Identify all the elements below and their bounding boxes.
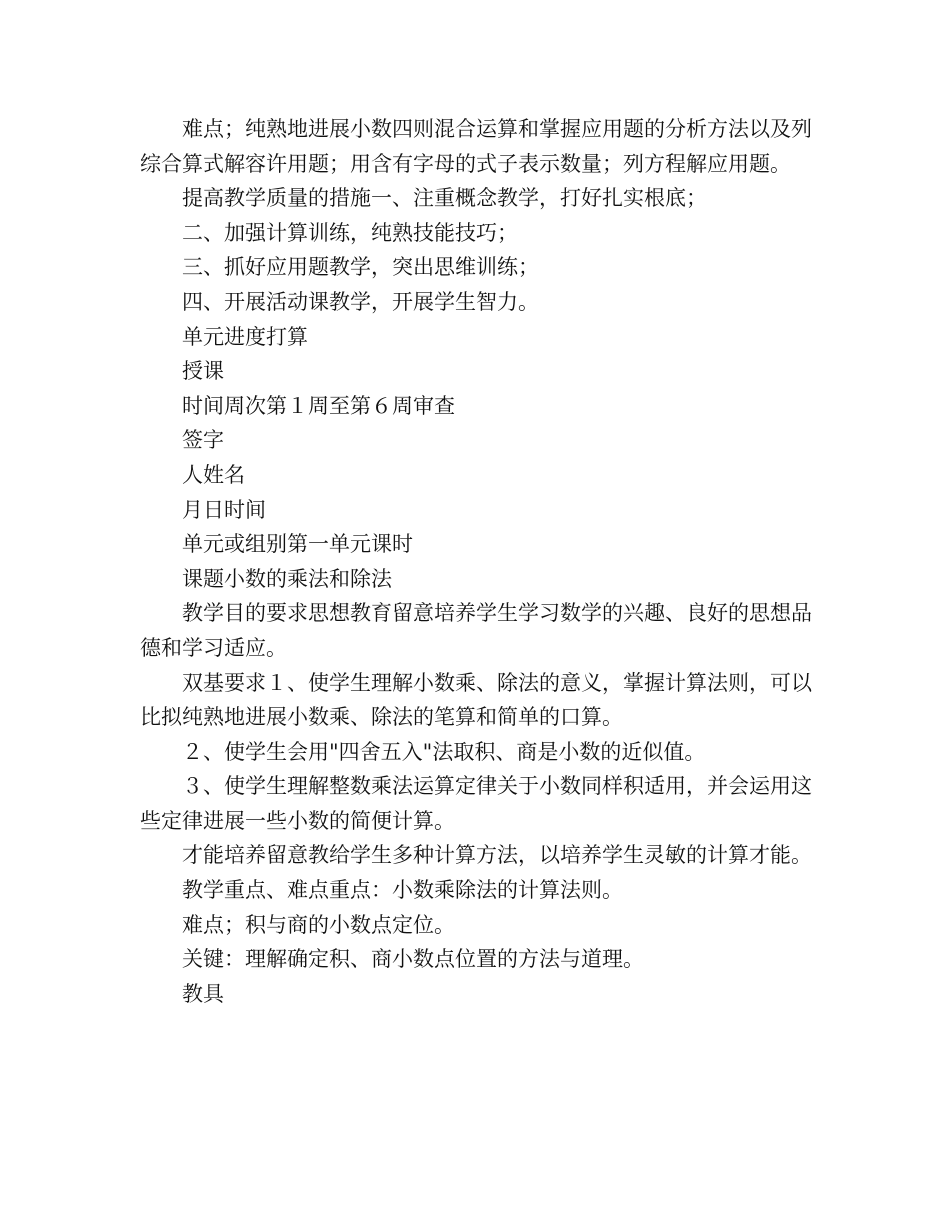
paragraph-unit-group: 单元或组别第一单元课时 (182, 532, 413, 557)
paragraph-unit-plan-heading: 单元进度打算 (182, 324, 308, 349)
paragraph-difficulty: 难点；积与商的小数点定位。 (182, 912, 455, 937)
paragraph-measure-4: 四、开展活动课教学，开展学生智力。 (182, 289, 539, 314)
paragraph-ability: 才能培养留意教给学生多种计算方法，以培养学生灵敏的计算才能。 (182, 843, 812, 868)
paragraph-teaching-aids: 教具 (182, 981, 224, 1006)
paragraph-teaching-goals: 教学目的要求思想教育留意培养学生学习数学的兴趣、良好的思想品德和学习适应。 (140, 601, 812, 660)
paragraph-basic-req-1: 双基要求１、使学生理解小数乘、除法的意义，掌握计算法则，可以比拟纯熟地进展小数乘、除法的笔算和简单的口算。 (140, 670, 812, 730)
paragraph-basic-req-3: ３、使学生理解整数乘法运算定律关于小数同样积适用，并会运用这些定律进展一些小数的简便计算。 (140, 774, 812, 833)
paragraph-date-time: 月日时间 (182, 497, 266, 522)
paragraph-key-points: 教学重点、难点重点：小数乘除法的计算法则。 (182, 878, 623, 903)
paragraph-difficulty-overview: 难点；纯熟地进展小数四则混合运算和掌握应用题的分析方法以及列综合算式解容许用题；用含有字母的式子表示数量；列方程解应用题。 (140, 117, 812, 176)
paragraph-measure-1: 提高教学质量的措施一、注重概念教学，打好扎实根底； (182, 186, 707, 211)
paragraph-measure-2: 二、加强计算训练，纯熟技能技巧； (182, 220, 518, 245)
paragraph-measure-3: 三、抓好应用题教学，突出思维训练； (182, 255, 539, 280)
paragraph-signature: 签字 (182, 428, 224, 453)
paragraph-topic: 课题小数的乘法和除法 (182, 566, 392, 591)
paragraph-teaching: 授课 (182, 359, 224, 384)
paragraph-time-weeks: 时间周次第１周至第６周审查 (182, 393, 455, 418)
paragraph-person-name: 人姓名 (182, 462, 245, 487)
document-body (140, 112, 812, 1011)
paragraph-key: 关键：理解确定积、商小数点位置的方法与道理。 (182, 947, 644, 972)
paragraph-basic-req-2: ２、使学生会用"四舍五入"法取积、商是小数的近似值。 (182, 739, 706, 764)
